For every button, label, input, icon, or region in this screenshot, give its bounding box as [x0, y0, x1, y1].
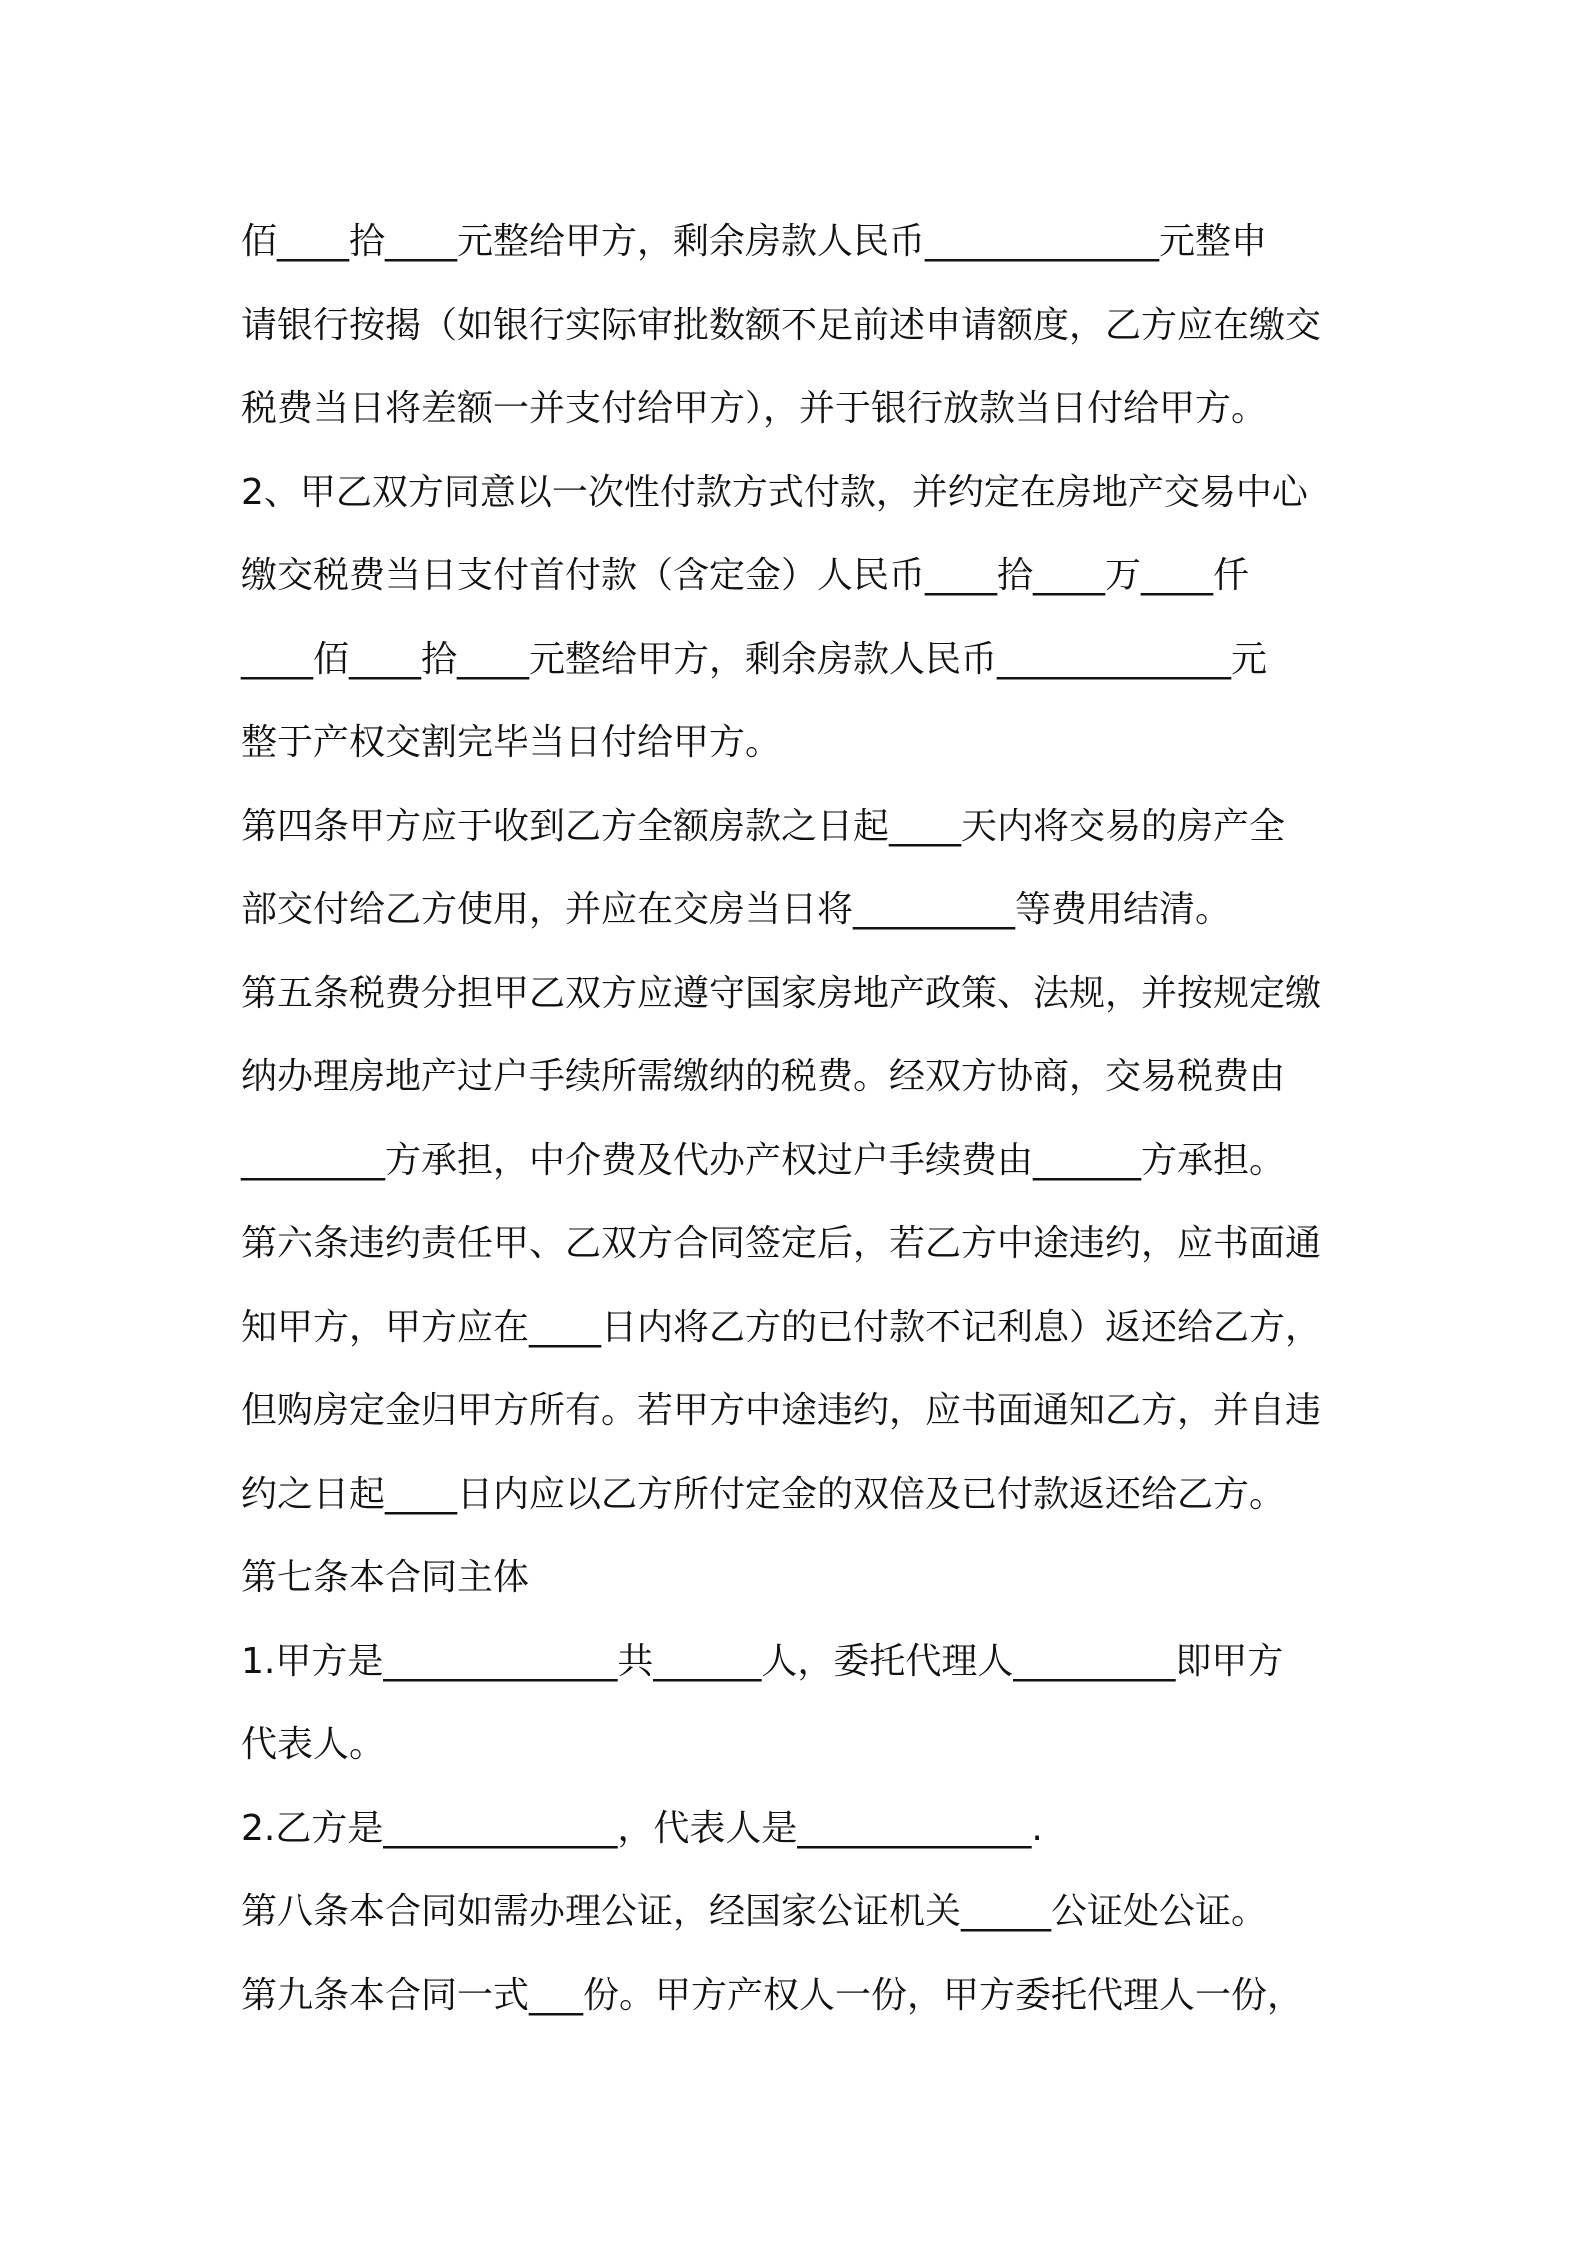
text-line: 2、甲乙双方同意以一次性付款方式付款，并约定在房地产交易中心	[241, 471, 1308, 513]
text-line: 约之日起____日内应以乙方所付定金的双倍及已付款返还给乙方。	[241, 1473, 1286, 1515]
text-line: 缴交税费当日支付首付款（含定金）人民币____拾____万____仟	[241, 555, 1250, 596]
text-line: 佰____拾____元整给甲方，剩余房款人民币_____________元整申	[241, 221, 1268, 262]
section-heading: 第七条本合同主体	[241, 1557, 530, 1598]
text-line: 请银行按揭（如银行实际审批数额不足前述申请额度，乙方应在缴交	[241, 304, 1322, 346]
text-line: 知甲方，甲方应在____日内将乙方的已付款不记利息）返还给乙方，	[241, 1306, 1322, 1348]
text-line: 第四条甲方应于收到乙方全额房款之日起____天内将交易的房产全	[241, 805, 1286, 847]
text-line: 第八条本合同如需办理公证，经国家公证机关_____公证处公证。	[241, 1891, 1268, 1932]
text-line: 第九条本合同一式___份。甲方产权人一份，甲方委托代理人一份，	[241, 1974, 1304, 2016]
text-line: 1.甲方是_____________共______人，委托代理人_________即甲方	[241, 1640, 1284, 1682]
text-line: ____佰____拾____元整给甲方，剩余房款人民币_____________元	[241, 638, 1268, 680]
text-line: 税费当日将差额一并支付给甲方），并于银行放款当日付给甲方。	[241, 388, 1268, 429]
text-line: 代表人。	[241, 1724, 386, 1765]
text-line: 2.乙方是_____________，代表人是_____________.	[241, 1807, 1043, 1849]
text-line: ________方承担，中介费及代办产权过户手续费由______方承担。	[241, 1139, 1286, 1181]
contract-text-body	[241, 200, 1361, 2037]
text-line: 第六条违约责任甲、乙双方合同签定后，若乙方中途违约，应书面通	[241, 1223, 1322, 1264]
text-line: 纳办理房地产过户手续所需缴纳的税费。经双方协商，交易税费由	[241, 1056, 1286, 1097]
text-line: 部交付给乙方使用，并应在交房当日将_________等费用结清。	[241, 889, 1232, 930]
text-line: 但购房定金归甲方所有。若甲方中途违约，应书面通知乙方，并自违	[241, 1390, 1322, 1431]
text-line: 第五条税费分担甲乙双方应遵守国家房地产政策、法规，并按规定缴	[241, 972, 1322, 1014]
text-line: 整于产权交割完毕当日付给甲方。	[241, 722, 782, 763]
